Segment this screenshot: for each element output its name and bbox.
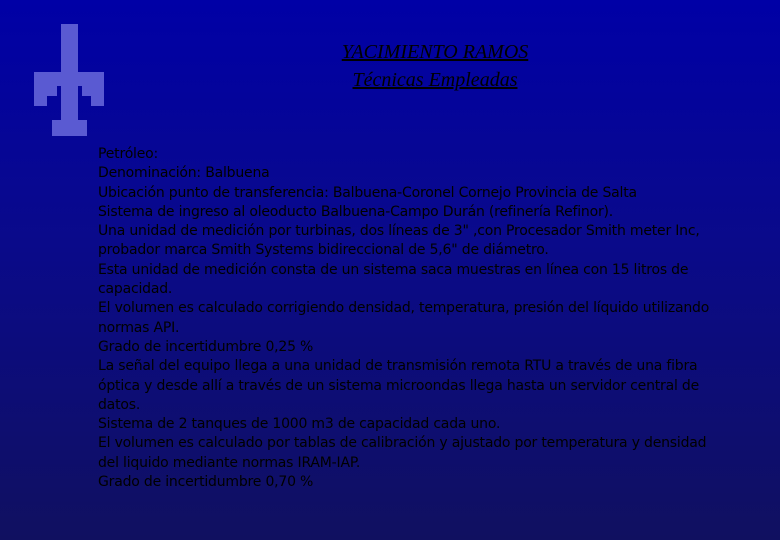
text-line: La señal del equipo llega a una unidad de transmisión remota RTU a través de una fibra [98, 358, 698, 375]
body-text [98, 145, 738, 492]
text-line: datos. [98, 396, 141, 413]
text-line: Petróleo: [98, 146, 159, 162]
text-line: probador marca Smith Systems bidireccional de 5,6" de diámetro. [98, 242, 549, 259]
title-main: YACIMIENTO RAMOS [341, 41, 529, 63]
title-subtitle: Técnicas Empleadas [352, 69, 518, 91]
text-line: Grado de incertidumbre 0,70 % [98, 474, 314, 491]
text-line: Ubicación punto de transferencia: Balbuena-Coronel Cornejo Provincia de Salta [98, 184, 637, 201]
text-line: normas API. [98, 319, 180, 336]
text-line: Grado de incertidumbre 0,25 % [98, 338, 314, 355]
text-line: El volumen es calculado corrigiendo densidad, temperatura, presión del líquido utilizando [98, 300, 710, 317]
logo-icon [34, 24, 104, 136]
text-line: Una unidad de medición por turbinas, dos líneas de 3" ,con Procesador Smith meter Inc, [98, 223, 700, 240]
text-line: Denominación: Balbuena [98, 165, 270, 182]
text-line: del liquido mediante normas IRAM-IAP. [98, 454, 361, 471]
text-line: capacidad. [98, 281, 173, 298]
slide-title [250, 38, 620, 94]
text-line: óptica y desde allí a través de un sistema microondas llega hasta un servidor central de [98, 377, 700, 394]
text-line: Sistema de ingreso al oleoducto Balbuena-Campo Durán (refinería Refinor). [98, 203, 614, 220]
text-line: Esta unidad de medición consta de un sistema saca muestras en línea con 15 litros de [98, 261, 689, 278]
text-line: El volumen es calculado por tablas de calibración y ajustado por temperatura y densidad [98, 435, 707, 452]
text-line: Sistema de 2 tanques de 1000 m3 de capacidad cada uno. [98, 416, 501, 433]
